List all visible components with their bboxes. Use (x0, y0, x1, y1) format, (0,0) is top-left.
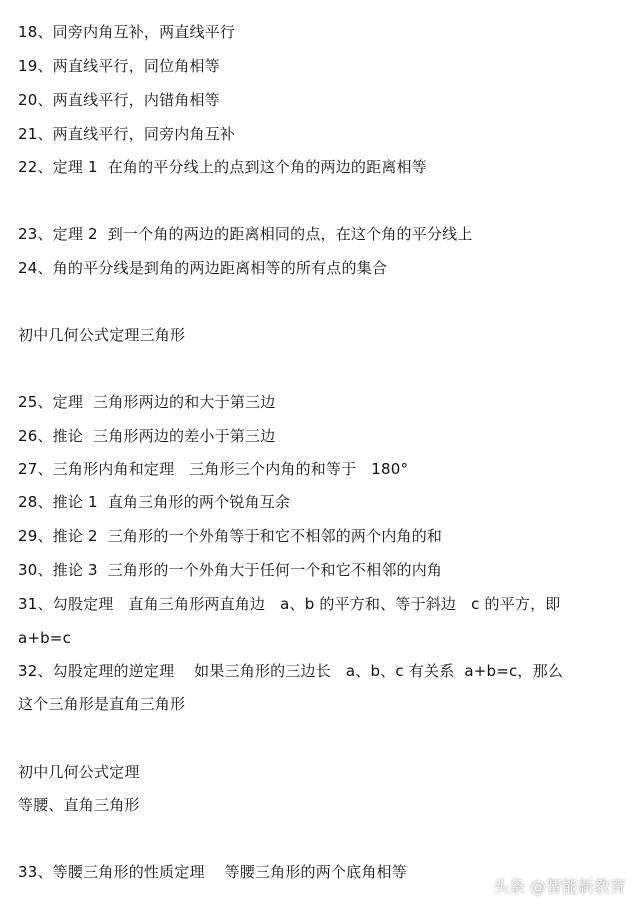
text-line: 21、两直线平行，同旁内角互补 (18, 125, 236, 143)
section-heading: 初中几何公式定理三角形 (18, 326, 186, 344)
text-line: 30、推论 3 三角形的一个外角大于任何一个和它不相邻的内角 (18, 561, 443, 579)
text-line: 29、推论 2 三角形的一个外角等于和它不相邻的两个内角的和 (18, 527, 443, 545)
text-line: 32、勾股定理的逆定理 如果三角形的三边长 a、b、c 有关系 a+b=c，那么 (18, 662, 564, 680)
text-line: 33、等腰三角形的性质定理 等腰三角形的两个底角相等 (18, 863, 407, 881)
text-line: 27、三角形内角和定理 三角形三个内角的和等于 180° (18, 460, 409, 478)
text-line: 31、勾股定理 直角三角形两直角边 a、b 的平方和、等于斜边 c 的平方，即 (18, 595, 561, 613)
watermark: 头条 @智能新教育 (492, 877, 626, 896)
text-line: 20、两直线平行，内错角相等 (18, 91, 220, 109)
section-heading: 等腰、直角三角形 (18, 796, 140, 814)
text-line: 22、定理 1 在角的平分线上的点到这个角的两边的距离相等 (18, 158, 427, 176)
text-line: a+b=c (18, 629, 72, 647)
text-line: 24、角的平分线是到角的两边距离相等的所有点的集合 (18, 259, 388, 277)
text-line: 18、同旁内角互补，两直线平行 (18, 23, 236, 41)
section-heading: 初中几何公式定理 (18, 763, 140, 781)
text-line: 这个三角形是直角三角形 (18, 695, 186, 713)
text-line: 26、推论 三角形两边的差小于第三边 (18, 427, 276, 445)
text-line: 28、推论 1 直角三角形的两个锐角互余 (18, 493, 291, 511)
text-line: 19、两直线平行，同位角相等 (18, 57, 220, 75)
text-line: 25、定理 三角形两边的和大于第三边 (18, 393, 276, 411)
text-line: 23、定理 2 到一个角的两边的距离相同的点，在这个角的平分线上 (18, 225, 473, 243)
